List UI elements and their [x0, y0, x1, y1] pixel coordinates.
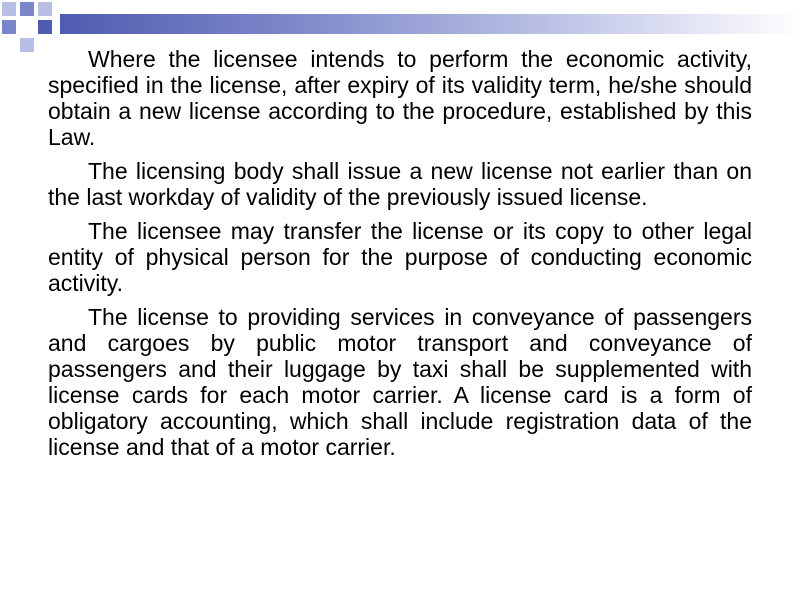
paragraph-1: Where the licensee intends to perform the economic activity, specified in the license, after expiry of its validity term, he/she should obtain a new license according to the procedure, established by this Law. — [48, 46, 752, 150]
deco-square-5 — [38, 20, 52, 34]
paragraph-3: The licensee may transfer the license or its copy to other legal entity of physical person for the purpose of conducting economic activity. — [48, 218, 752, 296]
deco-square-1 — [2, 2, 16, 16]
deco-square-2 — [20, 2, 34, 16]
deco-square-6 — [20, 38, 34, 52]
paragraph-2: The licensing body shall issue a new license not earlier than on the last workday of validity of the previously issued license. — [48, 158, 752, 210]
deco-square-4 — [2, 20, 16, 34]
paragraph-4: The license to providing services in conveyance of passengers and cargoes by public motor transport and conveyance of passengers and their luggage by taxi shall be supplemented with license cards for each motor carrier. A license card is a form of obligatory accounting, which shall include registration data of the license and that of a motor carrier. — [48, 304, 752, 460]
slide-body — [48, 46, 752, 468]
gradient-bar — [60, 14, 800, 34]
deco-square-3 — [38, 2, 52, 16]
